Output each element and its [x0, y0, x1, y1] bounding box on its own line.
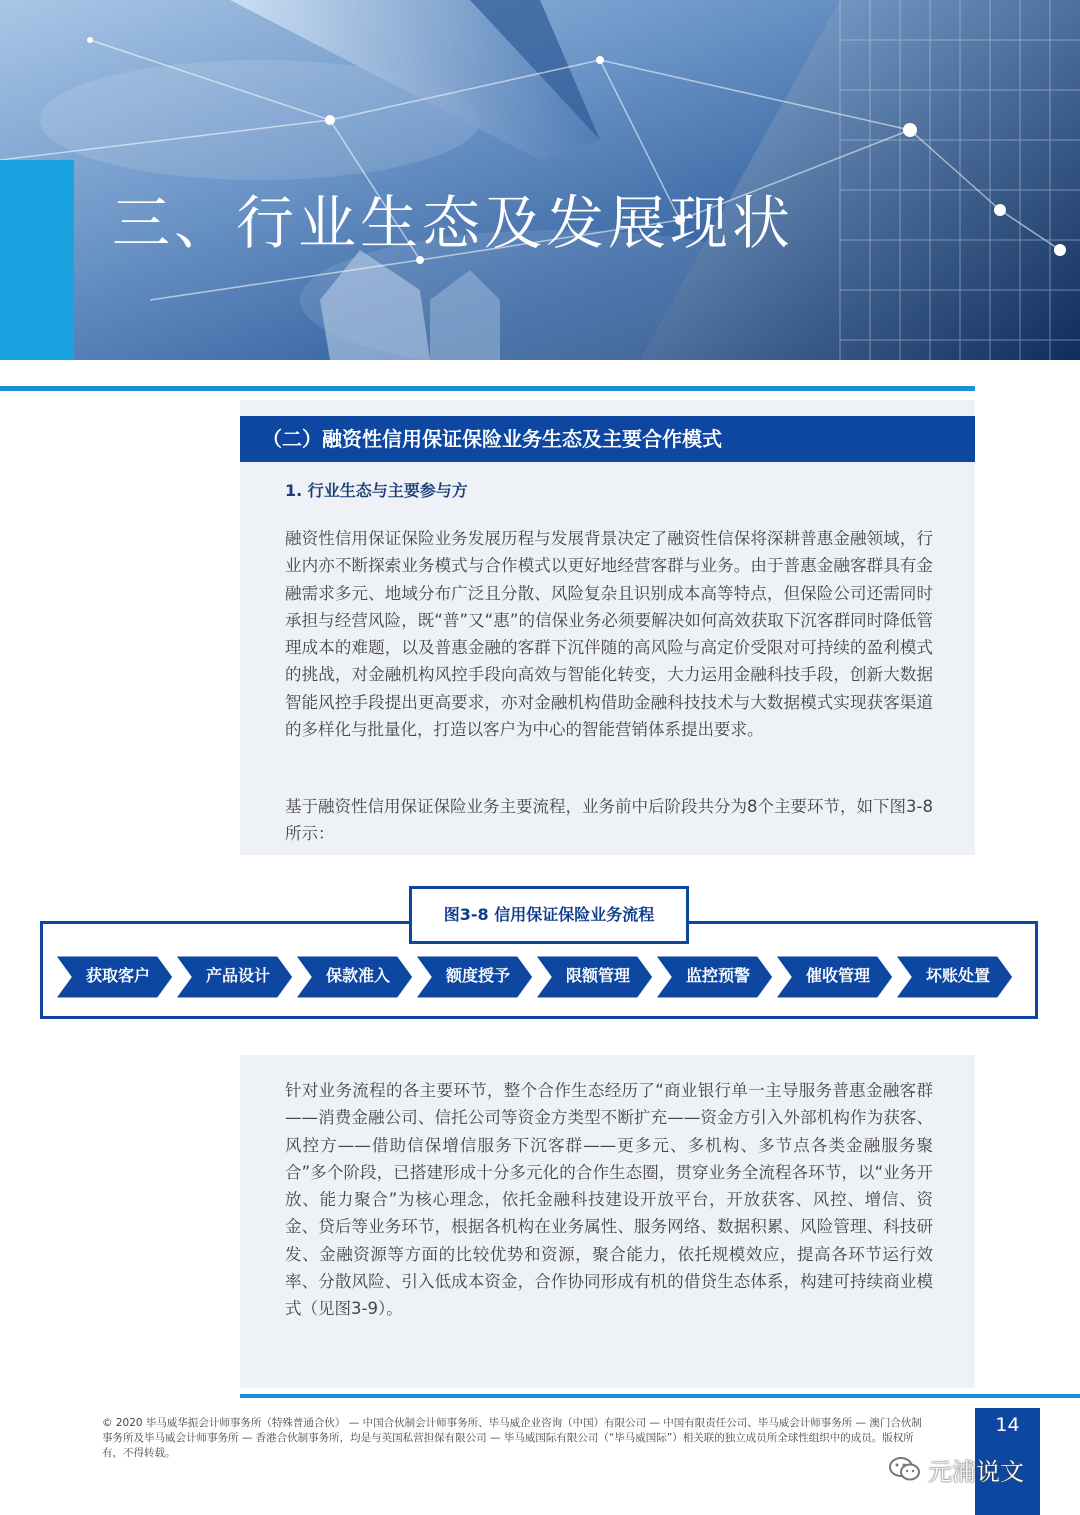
flow-step-label: 监控预警	[685, 966, 750, 985]
footer-copyright: © 2020 毕马威华振会计师事务所（特殊普通合伙） — 中国合伙制会计师事务所、毕马威企业咨询（中国）有限公司 — 中国有限责任公司、毕马威会计师事务所 — 澳门合伙制事务所及毕马威会计师事务所 — 香港合伙制事务所，均是与英国私营担保有限公司 — 毕马威国际有限公司（“毕马威国际”）相关联的独立成员所全球性组织中的成员。版权所有，不得转载。	[102, 1417, 922, 1459]
paragraph-cooperation: 针对业务流程的各主要环节，整个合作生态经历了“商业银行单一主导服务普惠金融客群——消费金融公司、信托公司等资金方类型不断扩充——资金方引入外部机构作为获客、风控方——借助信保增信服务下沉客群——更多元、多机构、多节点各类金融服务聚合”多个阶段，已搭建形成十分多元化的合作生态圈，贯穿业务全流程各环节，以“业务开放、能力聚合”为核心理念，依托金融科技建设开放平台，开放获客、风控、增信、资金、贷后等业务环节，根据各机构在业务属性、服务网络、数据积累、风险管理、科技研发、金融资源等方面的比较优势和资源，聚合能力，依托规模效应，提高各环节运行效率、分散风险、引入低成本资金，合作协同形成有机的借贷生态体系，构建可持续商业模式（见图3-9）。	[285, 1081, 933, 1319]
subsection-heading: 1. 行业生态与主要参与方	[285, 481, 468, 500]
flow-step-label: 产品设计	[205, 966, 270, 985]
page-number: 14	[995, 1414, 1020, 1436]
watermark	[888, 1452, 1024, 1486]
flow-step-label: 坏账处置	[925, 966, 990, 985]
flow-step-label: 额度授予	[445, 966, 510, 985]
flow-step-label: 限额管理	[565, 966, 630, 985]
wechat-icon	[888, 1455, 922, 1483]
section-heading: （二）融资性信用保证保险业务生态及主要合作模式	[240, 416, 975, 462]
paragraph-flow-intro: 基于融资性信用保证保险业务主要流程，业务前中后阶段共分为8个主要环节，如下图3-8所示：	[285, 797, 933, 844]
flow-step-label: 保款准入	[325, 966, 390, 985]
top-divider	[0, 386, 975, 391]
bottom-divider	[240, 1394, 1080, 1398]
paragraph-ecosystem: 融资性信用保证保险业务发展历程与发展背景决定了融资性信保将深耕普惠金融领域，行业内亦不断探索业务模式与合作模式以更好地经营客群与业务。由于普惠金融客群具有金融需求多元、地域分布广泛且分散、风险复杂且识别成本高等特点，但保险公司还需同时承担与经营风险，既“普”又“惠”的信保业务必须要解决如何高效获取下沉客群同时降低管理成本的难题，以及普惠金融的客群下沉伴随的高风险与高定价受限对可持续的盈利模式的挑战，对金融机构风控手段向高效与智能化转变，大力运用金融科技手段，创新大数据智能风控手段提出更高要求，亦对金融机构借助金融科技技术与大数据模式实现获客渠道的多样化与批量化，打造以客户为中心的智能营销体系提出要求。	[285, 529, 933, 740]
header-banner	[0, 0, 1080, 360]
page-title: 三、行业生态及发展现状	[112, 189, 795, 257]
watermark-text: 元浦说文	[928, 1457, 1024, 1486]
banner-accent-bar	[0, 160, 74, 360]
figure-title: 图3-8 信用保证保险业务流程	[409, 886, 689, 944]
flow-step-label: 催收管理	[805, 966, 870, 985]
flow-step-label: 获取客户	[85, 966, 150, 985]
